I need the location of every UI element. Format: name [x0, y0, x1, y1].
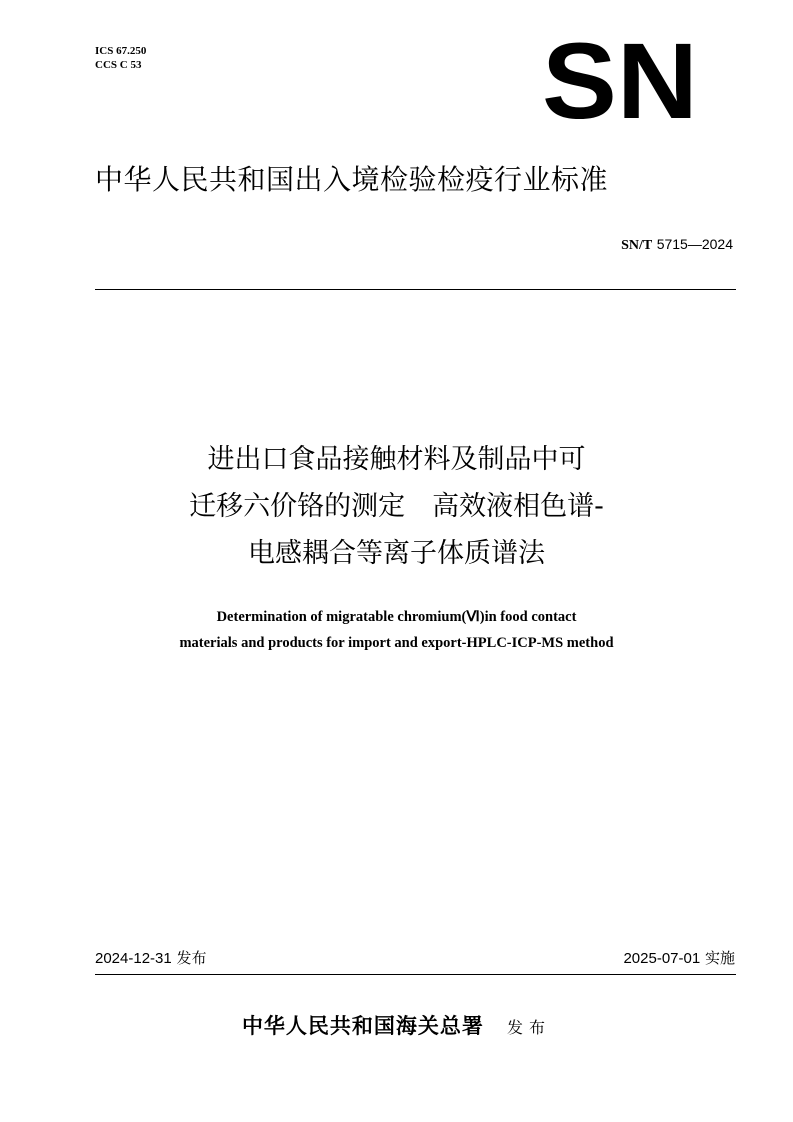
title-english-line-2: materials and products for import and export-HPLC-ICP-MS method [179, 635, 614, 651]
issue-date-label: 发布 [176, 949, 207, 967]
title-english [60, 604, 733, 656]
issue-date [95, 948, 207, 969]
classification-codes [95, 44, 146, 72]
implementation-date-value: 2025-07-01 [623, 950, 701, 967]
title-chinese-line-3: 电感耦合等离子体质谱法 [248, 538, 545, 569]
ccs-code: CCS C 53 [95, 59, 142, 71]
issue-date-value: 2024-12-31 [95, 950, 172, 967]
standard-category: 中华人民共和国出入境检验检疫行业标准 [95, 163, 609, 196]
ics-code: ICS 67.250 [95, 45, 147, 57]
sn-logo-text: SN [542, 38, 698, 120]
standard-number-prefix: SN/T [621, 238, 653, 253]
publisher [60, 1010, 733, 1040]
standard-number [621, 234, 733, 256]
publisher-action: 发布 [507, 1018, 552, 1037]
title-chinese [60, 436, 733, 577]
implementation-date-label: 实施 [704, 949, 735, 967]
implementation-date [623, 948, 735, 969]
title-chinese-line-2: 迁移六价铬的测定 高效液相色谱- [189, 491, 604, 522]
standard-number-value: 5715—2024 [656, 236, 733, 252]
sn-logo [540, 38, 700, 120]
title-chinese-line-1: 进出口食品接触材料及制品中可 [207, 444, 586, 475]
publisher-organization: 中华人民共和国海关总署 [241, 1013, 484, 1038]
top-divider [95, 289, 736, 290]
title-english-line-1: Determination of migratable chromium(Ⅵ)in food contact [216, 609, 577, 625]
sn-logo-graphic [540, 38, 700, 120]
bottom-divider [95, 974, 736, 975]
